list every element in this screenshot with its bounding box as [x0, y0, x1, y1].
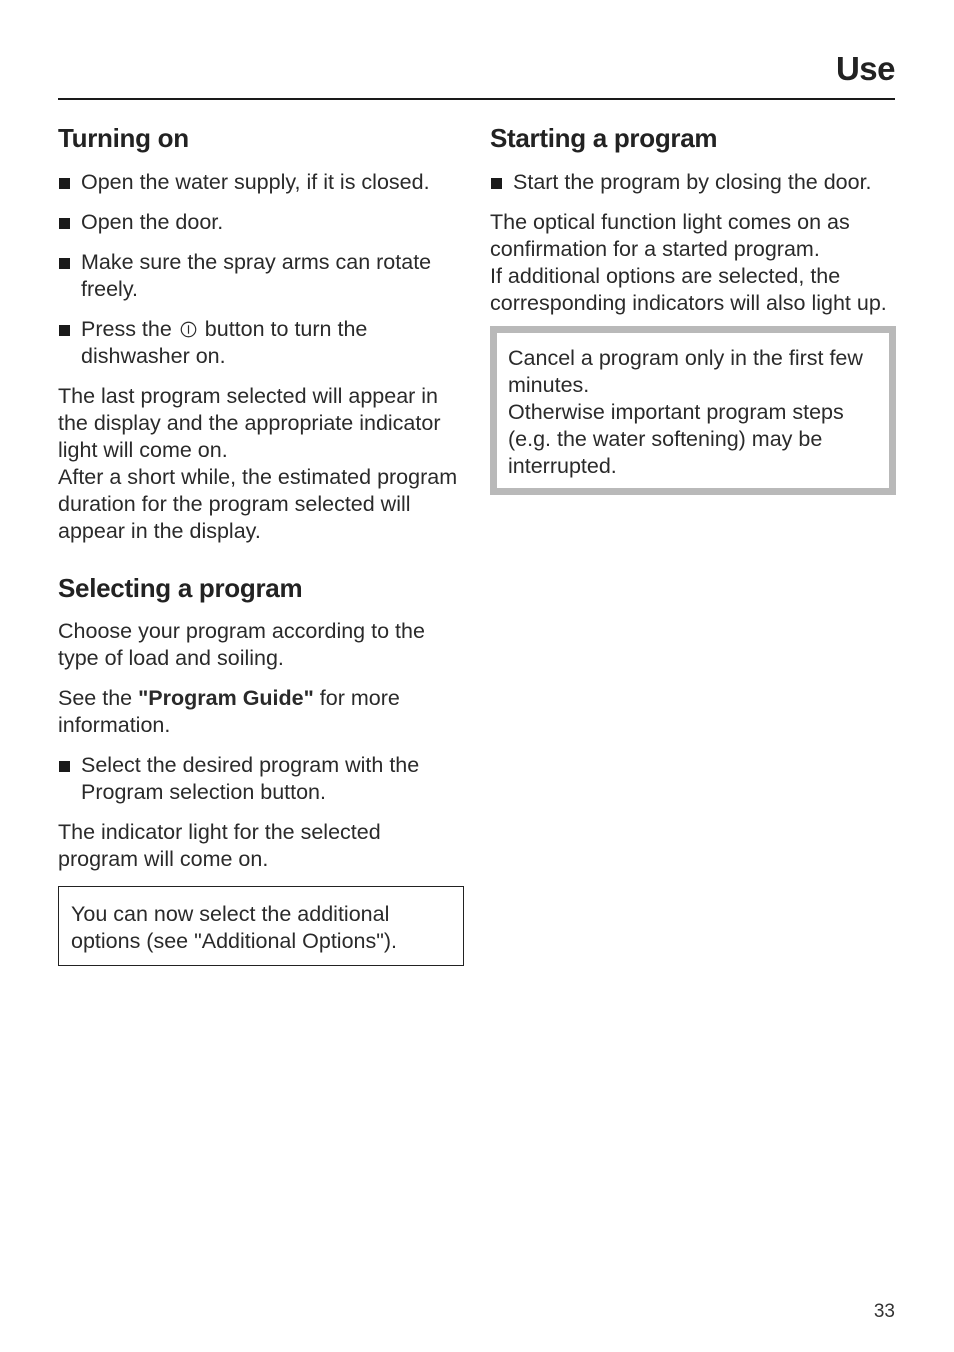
list-item: Open the water supply, if it is closed.	[58, 169, 464, 196]
heading-selecting: Selecting a program	[58, 572, 303, 603]
list-item: Make sure the spray arms can rotate freely.	[58, 249, 464, 303]
warning-text-1: Cancel a program only in the first few minutes.	[508, 345, 863, 397]
note-box	[58, 886, 464, 966]
turning-on-steps	[58, 169, 464, 370]
note-text: You can now select the additional options (see "Additional Options").	[71, 902, 397, 953]
bullet-icon	[59, 258, 70, 269]
section-selecting	[58, 572, 464, 967]
bullet-icon	[491, 178, 502, 189]
turning-on-para-2: After a short while, the estimated program duration for the program selected will appear in the display.	[58, 464, 458, 543]
right-column	[490, 122, 896, 495]
list-item: Select the desired program with the Program selection button.	[58, 752, 464, 806]
bullet-icon	[59, 178, 70, 189]
header-rule	[58, 98, 895, 100]
warning-text-2: Otherwise important program steps (e.g. the water softening) may be interrupted.	[508, 399, 844, 478]
starting-para-2: If additional options are selected, the corresponding indicators will also light up.	[490, 263, 887, 315]
page-number: 33	[873, 1301, 895, 1322]
left-column	[58, 122, 464, 966]
starting-steps	[490, 169, 896, 196]
bullet-icon	[59, 325, 70, 336]
heading-starting: Starting a program	[490, 123, 718, 153]
program-guide-ref: "Program Guide"	[138, 686, 314, 710]
list-item: Open the door.	[58, 209, 464, 236]
bullet-icon	[59, 218, 70, 229]
section-starting	[490, 122, 896, 495]
heading-turning-on: Turning on	[58, 123, 189, 153]
warning-box	[490, 326, 896, 495]
power-button-icon	[180, 321, 197, 338]
page-title: Use	[835, 50, 895, 87]
selecting-para-1: Choose your program according to the type of load and soiling.	[58, 619, 425, 670]
selecting-see-guide: See the "Program Guide" for more information.	[58, 686, 400, 737]
selecting-para-2: The indicator light for the selected program will come on.	[58, 820, 381, 871]
list-item: Start the program by closing the door.	[490, 169, 896, 196]
list-item: Press the button to turn the dishwasher on.	[58, 316, 464, 370]
starting-para-1: The optical function light comes on as confirmation for a started program.	[490, 209, 850, 261]
bullet-icon	[59, 761, 70, 772]
selecting-steps	[58, 752, 464, 806]
turning-on-para-1: The last program selected will appear in the display and the appropriate indicator light will come on.	[58, 383, 441, 462]
section-turning-on	[58, 122, 464, 545]
